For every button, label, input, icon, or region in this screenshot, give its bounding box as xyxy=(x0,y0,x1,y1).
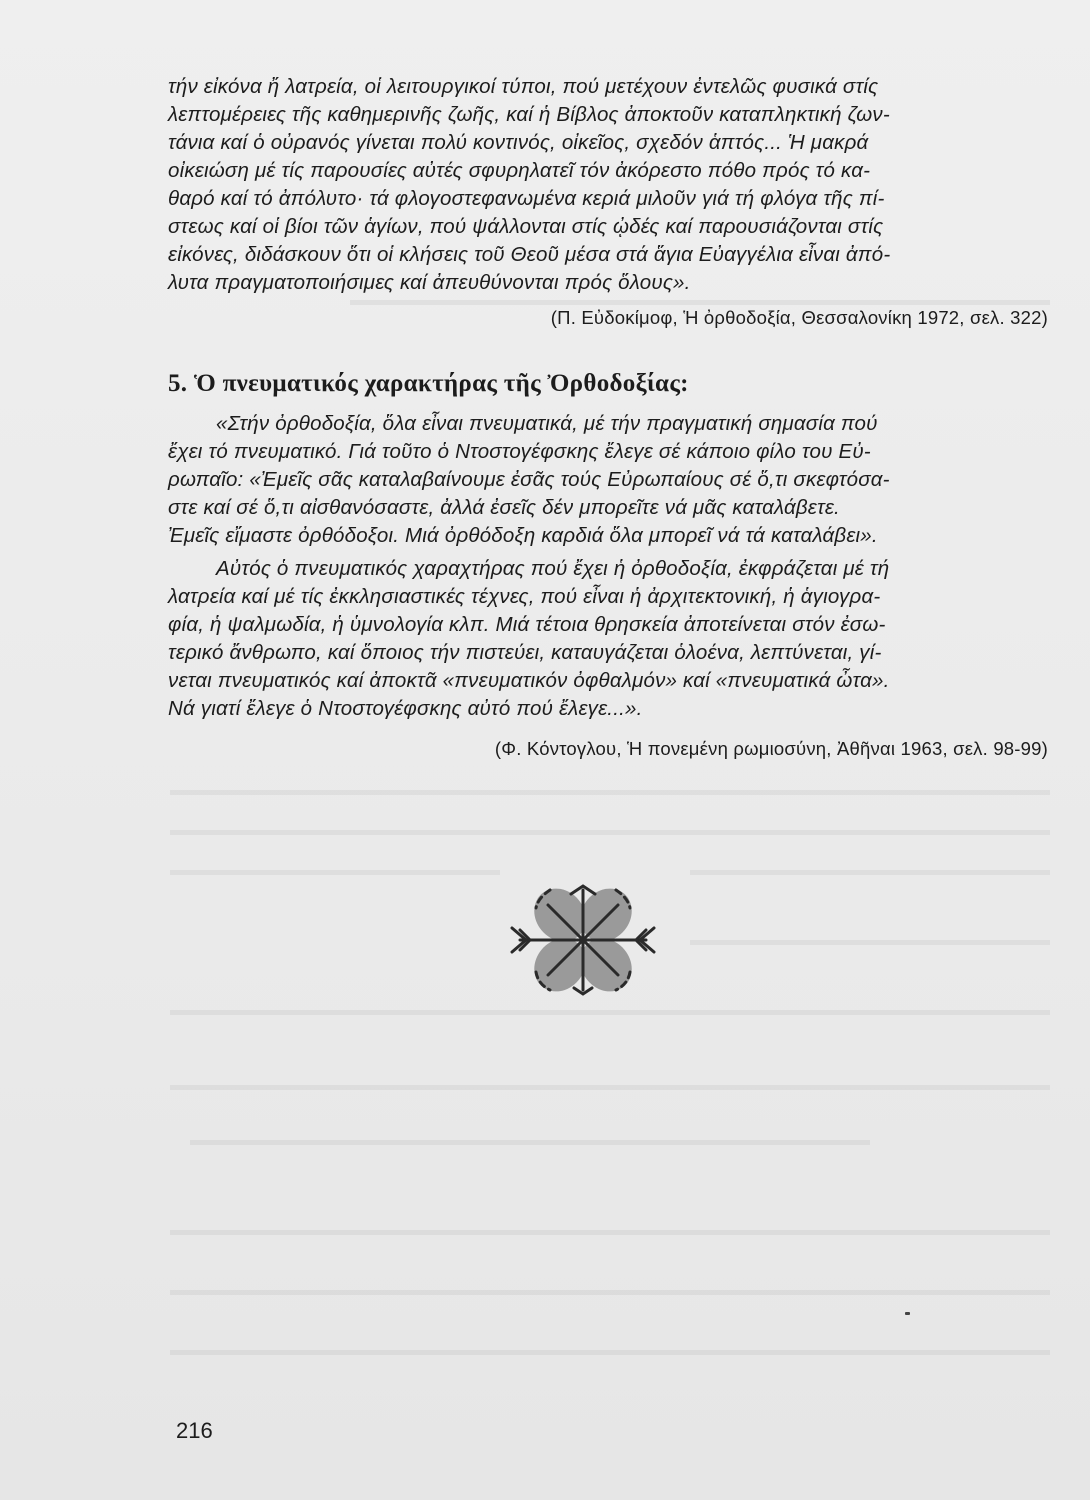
show-through-line xyxy=(170,830,1050,835)
text-line: Ἐμεῖς εἴμαστε ὀρθόδοξοι. Μιά ὀρθόδοξη καρδιά ὅλα μπορεῖ νά τά καταλάβει». xyxy=(168,524,878,547)
show-through-line xyxy=(170,1085,1050,1090)
text-line: Νά γιατί ἔλεγε ὁ Ντοστογέφσκης αὐτό πού ἔλεγε...». xyxy=(168,697,643,720)
page-number: 216 xyxy=(176,1418,213,1443)
text-line: λεπτομέρειες τῆς καθημερινῆς ζωῆς, καί ἡ Βίβλος ἀποκτοῦν καταπληκτική ζων- xyxy=(168,103,890,126)
four-petal-cross-ornament-icon xyxy=(508,880,658,1000)
text-line: τάνια καί ὁ οὐρανός γίνεται πολύ κοντινός, οἰκεῖος, σχεδόν ἁπτός... Ἡ μακρά xyxy=(168,131,869,154)
show-through-line xyxy=(170,790,1050,795)
text-line: ἔχει τό πνευματικό. Γιά τοῦτο ὁ Ντοστογέφσκης ἔλεγε σέ κάποιο φίλο του Εὐ- xyxy=(168,440,871,463)
text-line: θαρό καί τό ἀπόλυτο· τά φλογοστεφανωμένα κεριά μιλοῦν γιά τή φλόγα τῆς πί- xyxy=(168,187,885,210)
kontoglou-quote-paragraph xyxy=(168,412,1048,772)
text-line: ρωπαῖο: «Ἐμεῖς σᾶς καταλαβαίνουμε ἐσᾶς τούς Εὐρωπαίους σέ ὅ,τι σκεφτόσα- xyxy=(168,468,890,491)
text-line: λατρεία καί μέ τίς ἐκκλησιαστικές τέχνες, πού εἶναι ἡ ἀρχιτεκτονική, ἡ ἁγιογρα- xyxy=(168,585,881,608)
section-heading: 5. Ὁ πνευματικός χαρακτήρας τῆς Ὀρθοδοξίας: xyxy=(168,370,689,397)
text-line: οἰκειώση μέ τίς παρουσίες αὐτές σφυρηλατεῖ τόν ἀκόρεστο πόθο πρός τό κα- xyxy=(168,159,871,182)
show-through-line xyxy=(170,1010,1050,1015)
show-through-line xyxy=(170,1350,1050,1355)
show-through-line xyxy=(170,1230,1050,1235)
citation-eudokimov: (Π. Εὐδοκίμοφ, Ἡ ὀρθοδοξία, Θεσσαλονίκη 1972, σελ. 322) xyxy=(550,307,1048,328)
top-quote-paragraph xyxy=(168,75,1048,335)
text-line: στε καί σέ ὅ,τι αἰσθανόσαστε, ἀλλά ἐσεῖς δέν μπορεῖτε νά μᾶς καταλάβετε. xyxy=(168,496,840,519)
speck xyxy=(905,1312,910,1315)
text-line: λυτα πραγματοποιήσιμες καί ἀπευθύνονται πρός ὅλους». xyxy=(168,271,691,294)
show-through-line xyxy=(170,870,500,875)
show-through-line xyxy=(690,870,1050,875)
text-line: τήν εἰκόνα ἤ λατρεία, οἱ λειτουργικοί τύποι, πού μετέχουν ἐντελῶς φυσικά στίς xyxy=(168,75,879,98)
text-line: τερικό ἄνθρωπο, καί ὅποιος τήν πιστεύει, καταυγάζεται ὁλοένα, λεπτύνεται, γί- xyxy=(168,641,882,664)
text-line: εἰκόνες, διδάσκουν ὅτι οἱ κλήσεις τοῦ Θεοῦ μέσα στά ἅγια Εὐαγγέλια εἶναι ἀπό- xyxy=(168,243,891,266)
text-line: φία, ἡ ψαλμωδία, ἡ ὑμνολογία κλπ. Μιά τέτοια θρησκεία ἀποτείνεται στόν ἐσω- xyxy=(168,613,886,636)
show-through-line xyxy=(690,940,1050,945)
text-line: νεται πνευματικός καί ἀποκτᾶ «πνευματικόν ὀφθαλμόν» καί «πνευματικά ὦτα». xyxy=(168,669,890,692)
citation-kontoglou: (Φ. Κόντογλου, Ἡ πονεμένη ρωμιοσύνη, Ἀθῆναι 1963, σελ. 98-99) xyxy=(494,738,1048,759)
text-line: «Στήν ὀρθοδοξία, ὅλα εἶναι πνευματικά, μέ τήν πραγματική σημασία πού xyxy=(216,412,878,435)
show-through-line xyxy=(170,1290,1050,1295)
show-through-line xyxy=(190,1140,870,1145)
text-line: στεως καί οἱ βίοι τῶν ἁγίων, πού ψάλλονται στίς ᾠδές καί παρουσιάζονται στίς xyxy=(168,215,884,238)
text-line: Αὐτός ὁ πνευματικός χαραχτήρας πού ἔχει ἡ ὀρθοδοξία, ἐκφράζεται μέ τή xyxy=(216,557,890,580)
